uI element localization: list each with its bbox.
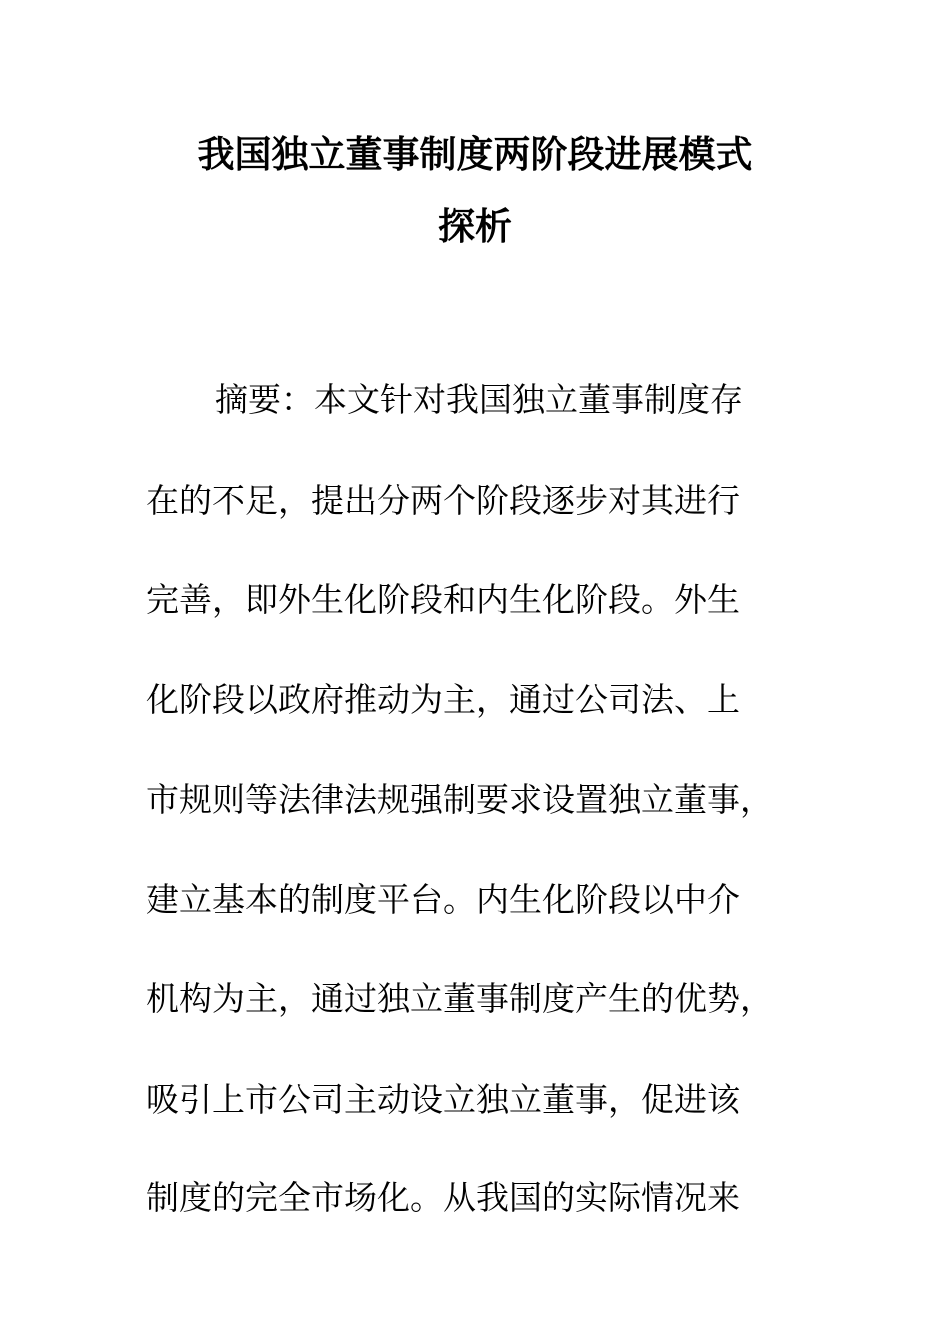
document-title-line-1: 我国独立董事制度两阶段进展模式	[197, 132, 753, 176]
abstract-line-1: 摘要：本文针对我国独立董事制度存	[215, 380, 743, 419]
abstract-line-4: 化阶段以政府推动为主，通过公司法、上	[146, 680, 740, 719]
document-title-line-2: 探析	[438, 204, 512, 248]
abstract-line-9: 制度的完全市场化。从我国的实际情况来	[146, 1178, 740, 1217]
abstract-line-8: 吸引上市公司主动设立独立董事，促进该	[146, 1080, 740, 1119]
abstract-line-5: 市规则等法律法规强制要求设置独立董事，	[146, 780, 773, 819]
abstract-line-6: 建立基本的制度平台。内生化阶段以中介	[146, 880, 740, 919]
abstract-line-7: 机构为主，通过独立董事制度产生的优势，	[146, 979, 773, 1018]
abstract-line-3: 完善，即外生化阶段和内生化阶段。外生	[146, 580, 740, 619]
abstract-line-2: 在的不足，提出分两个阶段逐步对其进行	[146, 481, 740, 520]
